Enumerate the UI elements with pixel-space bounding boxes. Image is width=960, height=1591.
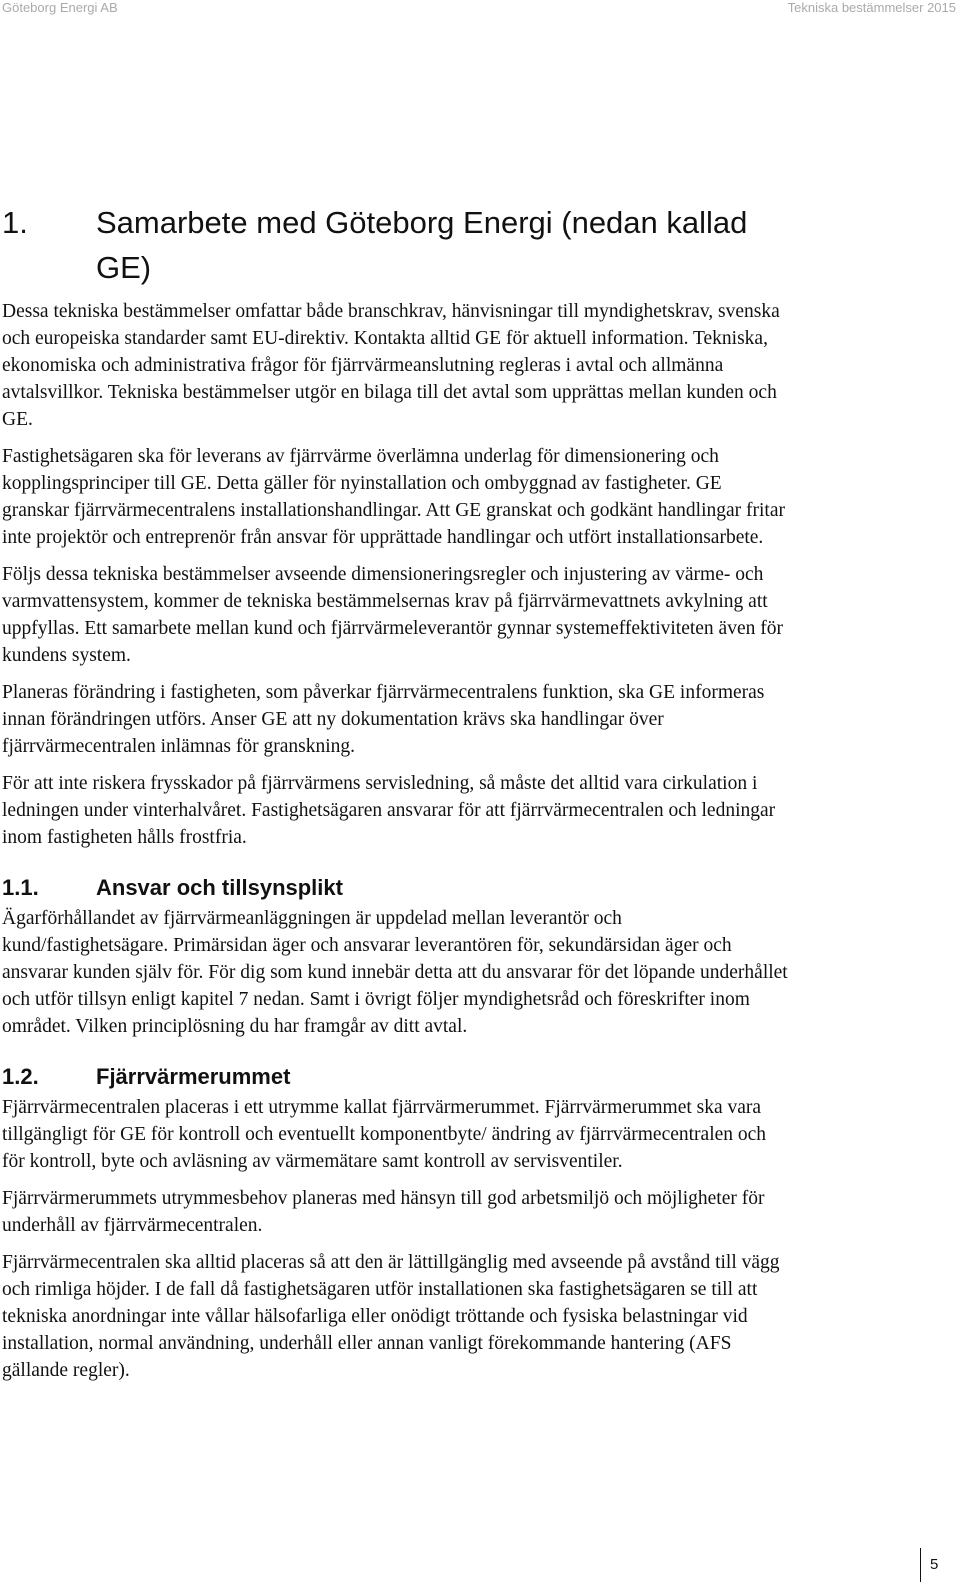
section-1-number: 1. [2, 205, 28, 240]
section-1-1-number: 1.1. [2, 875, 39, 900]
section-1-1-paragraph: Ägarförhållandet av fjärrvärmeanläggningen är uppdelad mellan leverantör och kund/fastighetsägare. Primärsidan äger och ansvarar leverantören för, sekundärsidan äger och ansvarar kunden själv för. För dig som kund innebär detta att du ansvarar för det löpande underhållet och utför tillsyn enligt kapitel 7 nedan. Samt i övrigt följer myndighetsråd och föreskrifter inom området. Vilken principlösning du har framgår av ditt avtal. [2, 908, 788, 1037]
section-1-paragraph: Dessa tekniska bestämmelser omfattar både branschkrav, hänvisningar till myndighetskrav, svenska och europeiska standarder samt EU-direktiv. Kontakta alltid GE för aktuell information. Tekniska, ekonomiska och administrativa frågor för fjärrvärmeanslutning regleras i avtal och allmänna avtalsvillkor. Tekniska bestämmelser utgör en bilaga till det avtal som upprättas mellan kunden och GE. [2, 301, 780, 430]
section-1-2-title: Fjärrvärmerummet [96, 1064, 291, 1089]
section-1-paragraph: Följs dessa tekniska bestämmelser avseende dimensioneringsregler och injustering av värme- och varmvattensystem, kommer de tekniska bestämmelsernas krav på fjärrvärmevattnets avkylning att uppfyllas. Ett samarbete mellan kund och fjärrvärmeleverantör gynnar systemeffektiviteten även för kundens system. [2, 564, 783, 666]
header-company: Göteborg Energi AB [2, 0, 118, 15]
section-1-paragraph: Fastighetsägaren ska för leverans av fjärrvärme överlämna underlag för dimensionering och kopplingsprinciper till GE. Detta gäller för nyinstallation och ombyggnad av fastigheter. GE granskar fjärrvärmecentralens installationshandlingar. Att GE granskat och godkänt handlingar fritar inte projektör och entreprenör från ansvar för upprättade handlingar och utfört installationsarbete. [2, 446, 785, 548]
section-1-paragraph: Planeras förändring i fastigheten, som påverkar fjärrvärmecentralens funktion, ska GE informeras innan förändringen utförs. Anser GE att ny dokumentation krävs ska handlingar över fjärrvärmecentralen inlämnas för granskning. [2, 682, 765, 757]
page-header [0, 0, 960, 20]
section-1-1-title: Ansvar och tillsynsplikt [96, 875, 343, 900]
section-1-title: Samarbete med Göteborg Energi (nedan kallad GE) [96, 205, 748, 285]
document-body [0, 200, 950, 1394]
section-1-paragraph: För att inte riskera frysskador på fjärrvärmens servisledning, så måste det alltid vara cirkulation i ledningen under vinterhalvåret. Fastighetsägaren ansvarar för att fjärrvärmecentralen och ledningar inom fastigheten hålls frostfria. [2, 773, 776, 848]
header-document-title: Tekniska bestämmelser 2015 [787, 0, 956, 15]
section-1-2-paragraph: Fjärrvärmerummets utrymmesbehov planeras med hänsyn till god arbetsmiljö och möjligheter för underhåll av fjärrvärmecentralen. [2, 1188, 765, 1236]
page-number: 5 [930, 1556, 939, 1573]
page-number-divider [920, 1548, 921, 1582]
section-1-2-paragraph: Fjärrvärmecentralen ska alltid placeras så att den är lättillgänglig med avseende på avstånd till vägg och rimliga höjder. I de fall då fastighetsägaren utför installationen ska fastighetsägaren se till att tekniska anordningar inte vållar hälsofarliga eller onödigt tröttande och fysiska belastningar vid installation, normal användning, underhåll eller annan vanligt förekommande hantering (AFS gällande regler). [2, 1252, 780, 1381]
section-1-2-paragraph: Fjärrvärmecentralen placeras i ett utrymme kallat fjärrvärmerummet. Fjärrvärmerummet ska vara tillgängligt för GE för kontroll och eventuellt komponentbyte/ ändring av fjärrvärmecentralen och för kontroll, byte och avläsning av värmemätare samt kontroll av servisventiler. [2, 1097, 767, 1172]
section-1-heading [0, 200, 950, 290]
section-1-1-heading [0, 873, 950, 903]
section-1-2-number: 1.2. [2, 1064, 39, 1089]
section-1-2-heading [0, 1062, 950, 1092]
